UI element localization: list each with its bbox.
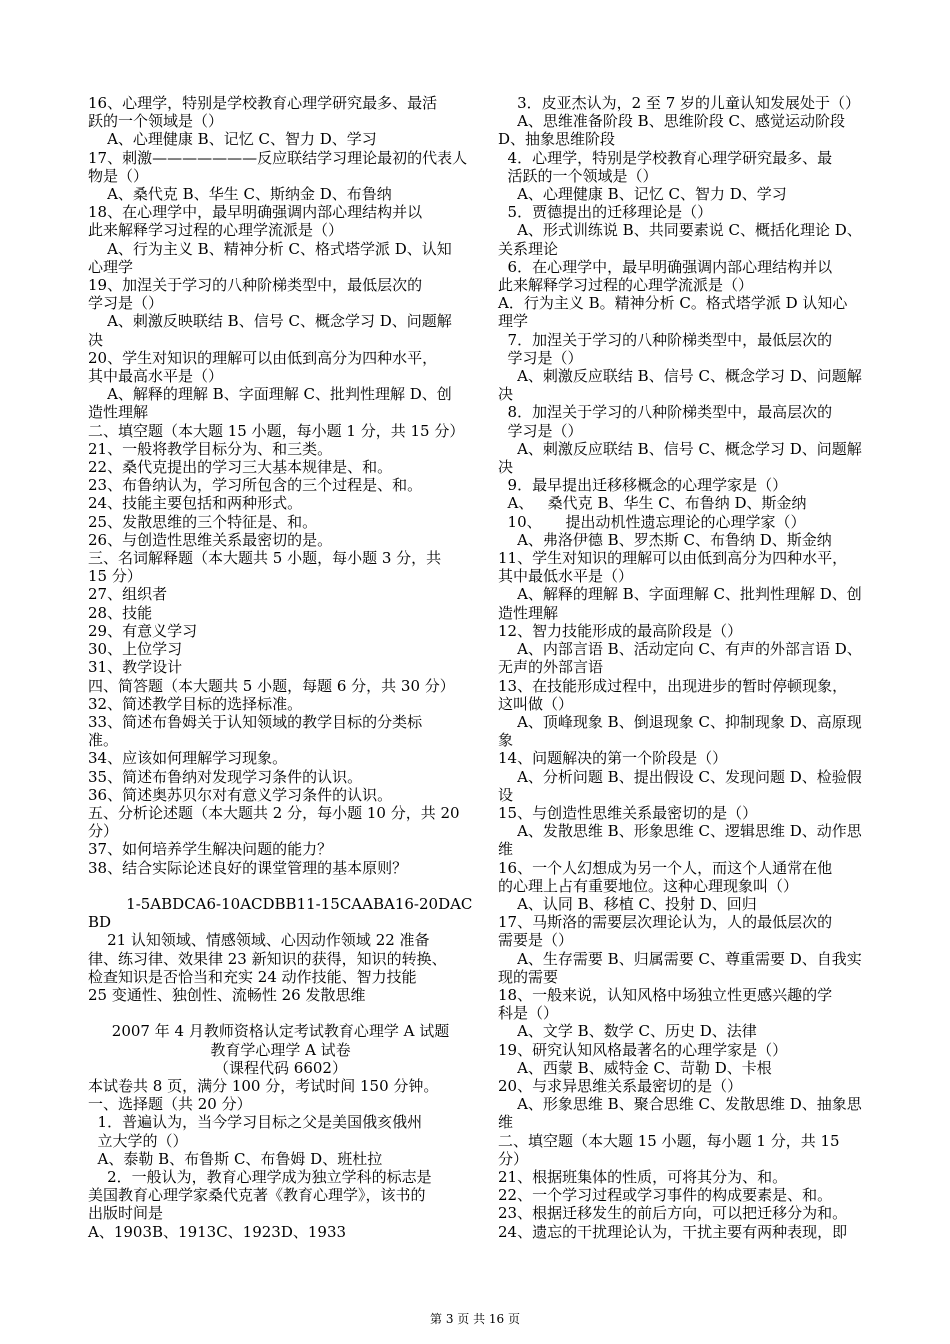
text-line [88, 1004, 473, 1022]
text-line: A、行为主义 B、精神分析 C、格式塔学派 D、认知 [88, 239, 452, 258]
text-line: 11、学生对知识的理解可以由低到高分为四种水平， [498, 549, 848, 568]
text-line: 19、加涅关于学习的八种阶梯类型中，最低层次的 [88, 276, 423, 295]
text-line: 物是（） [88, 166, 149, 185]
text-line: 造性理解 [88, 403, 149, 422]
text-line: 7．加涅关于学习的八种阶梯类型中，最低层次的 [498, 330, 833, 349]
text-line: A、发散思维 B、形象思维 C、逻辑思维 D、动作思 [498, 822, 862, 841]
text-line: 20、学生对知识的理解可以由低到高分为四种水平， [88, 348, 438, 367]
text-line: A、刺激反应联结 B、信号 C、概念学习 D、问题解 [498, 439, 862, 458]
text-line: 3．皮亚杰认为，2 至 7 岁的儿童认知发展处于（） [498, 94, 861, 112]
text-line: 27、组织者 [88, 585, 168, 604]
text-line: 26、与创造性思维关系最密切的是。 [88, 530, 333, 549]
text-line: 活跃的一个领域是（） [498, 166, 658, 185]
text-line: 10、 提出动机性遗忘理论的心理学家（） [498, 512, 806, 531]
text-line: 8．加涅关于学习的八种阶梯类型中，最高层次的 [498, 403, 833, 422]
text-line: 其中最低水平是（） [498, 567, 634, 586]
text-line: 17、刺激———————反应联结学习理论最初的代表人 [88, 148, 468, 167]
text-line: 的心理上占有重要地位。这种心理现象叫（） [498, 876, 799, 895]
text-line: 37、如何培养学生解决问题的能力？ [88, 840, 333, 859]
text-line: A、分析问题 B、提出假设 C、发现问题 D、检验假 [498, 767, 862, 786]
text-line: 2．一般认为，教育心理学成为独立学科的标志是 [88, 1167, 432, 1186]
text-line: 20、与求异思维关系最密切的是（） [498, 1076, 743, 1095]
text-line: 15 分） [88, 567, 142, 586]
text-line: A、解释的理解 B、字面理解 C、批判性理解 D、创 [498, 585, 862, 604]
text-line: A、内部言语 B、活动定向 C、有声的外部言语 D、 [498, 640, 862, 659]
text-line: 14、问题解决的第一个阶段是（） [498, 749, 728, 768]
text-line: 检查知识是否恰当和充实 24 动作技能、智力技能 [88, 967, 417, 986]
text-line: 4．心理学，特别是学校教育心理学研究最多、最 [498, 148, 833, 167]
text-line: 科是（） [498, 1004, 559, 1023]
text-line: A、思维准备阶段 B、思维阶段 C、感觉运动阶段 [498, 112, 845, 131]
text-line: A、形式训练说 B、共同要素说 C、概括化理论 D、 [498, 221, 862, 240]
text-line: 此来解释学习过程的心理学流派是（） [498, 276, 754, 295]
text-line: 二、填空题（本大题 15 小题，每小题 1 分，共 15 分） [498, 1131, 845, 1168]
text-line: 象 [498, 731, 514, 750]
text-line: A、桑代克 B、华生 C、斯纳金 D、布鲁纳 [88, 185, 392, 204]
text-line: A．行为主义 B。精神分析 C。格式塔学派 D 认知心 [498, 294, 848, 313]
text-line: 关系理论 [498, 239, 559, 258]
text-line: 2007 年 4 月教师资格认定考试教育心理学 A 试题 [111, 1022, 450, 1041]
text-line: 造性理解 [498, 603, 559, 622]
text-line: 二、填空题（本大题 15 小题，每小题 1 分，共 15 分） [88, 421, 465, 440]
left-text-column [88, 94, 473, 1241]
text-line: 16、心理学，特别是学校教育心理学研究最多、最活 [88, 94, 438, 112]
text-line: 18、一般来说，认知风格中场独立性更感兴趣的学 [498, 985, 833, 1004]
text-line: 1-5ABDCA6-10ACDBB11-15CAABA16-20DACBD [88, 894, 473, 932]
text-line: 16、一个人幻想成为另一个人，而这个人通常在他 [498, 858, 833, 877]
text-line: 理学 [498, 312, 529, 331]
text-line: 6．在心理学中，最早明确强调内部心理结构并以 [498, 257, 833, 276]
text-line: A、解释的理解 B、字面理解 C、批判性理解 D、创 [88, 385, 452, 404]
text-line: 这叫做（） [498, 694, 574, 713]
text-line: 1．普遍认为，当今学习目标之父是美国俄亥俄州 [88, 1113, 423, 1132]
text-line: 36、简述奥苏贝尔对有意义学习条件的认识。 [88, 785, 393, 804]
text-line: 25 变通性、独创性、流畅性 26 发散思维 [88, 985, 366, 1004]
text-line: A、心理健康 B、记忆 C、智力 D、学习 [498, 185, 787, 204]
text-line: 28、技能 [88, 603, 153, 622]
text-line: A、刺激反映联结 B、信号 C、概念学习 D、问题解 [88, 312, 452, 331]
text-line: 21 认知领域、情感领域、心因动作领域 22 准备 [88, 931, 430, 950]
text-line: 21、根据班集体的性质，可将其分为、和。 [498, 1167, 788, 1186]
text-line: 决 [88, 330, 104, 349]
text-line: 需要是（） [498, 931, 574, 950]
page-number-label: 第 3 页 共 16 页 [430, 1312, 520, 1326]
text-line: A、弗洛伊德 B、罗杰斯 C、布鲁纳 D、斯金纳 [498, 530, 832, 549]
text-line: A、生存需要 B、归属需要 C、尊重需要 D、自我实 [498, 949, 862, 968]
right-text-column [498, 94, 866, 1241]
text-line: （课程代码 6602） [214, 1058, 347, 1077]
text-line: 12、智力技能形成的最高阶段是（） [498, 621, 743, 640]
text-line: 19、研究认知风格最著名的心理学家是（） [498, 1040, 788, 1059]
text-line: A、顶峰现象 B、倒退现象 C、抑制现象 D、高原现 [498, 712, 862, 731]
text-line: 25、发散思维的三个特征是、和。 [88, 512, 318, 531]
text-line: 其中最高水平是（） [88, 367, 224, 386]
text-line: 34、应该如何理解学习现象。 [88, 749, 288, 768]
page-footer [0, 1312, 950, 1326]
text-line: 美国教育心理学家桑代克著《教育心理学》，该书的 [88, 1186, 426, 1205]
text-line: 38、结合实际论述良好的课堂管理的基本原则？ [88, 858, 408, 877]
text-line: 30、上位学习 [88, 640, 183, 659]
text-line: 五、分析论述题（本大题共 2 分，每小题 10 分，共 20 [88, 803, 460, 822]
text-line: D、抽象思维阶段 [498, 130, 616, 149]
text-line: 决 [498, 458, 514, 477]
text-line: 现的需要 [498, 967, 559, 986]
text-line: 维 [498, 840, 514, 859]
text-line: 24、遗忘的干扰理论认为，干扰主要有两种表现，即 [498, 1222, 848, 1241]
text-line: 9．最早提出迁移移概念的心理学家是（） [498, 476, 788, 495]
text-line: 18、在心理学中，最早明确强调内部心理结构并以 [88, 203, 423, 222]
text-line: 无声的外部言语 [498, 658, 604, 677]
text-line: 决 [498, 385, 514, 404]
text-line: 设 [498, 785, 514, 804]
text-line: 35、简述布鲁纳对发现学习条件的认识。 [88, 767, 363, 786]
text-line: 四、简答题（本大题共 5 小题，每题 6 分，共 30 分） [88, 676, 455, 695]
text-line: A、认同 B、移植 C、投射 D、回归 [498, 894, 757, 913]
text-line: 此来解释学习过程的心理学流派是（） [88, 221, 344, 240]
text-line: 学习是（） [498, 421, 583, 440]
text-line: A、1903B、1913C、1923D、1933 [88, 1222, 347, 1241]
text-line: 三、名词解释题（本大题共 5 小题，每小题 3 分，共 [88, 549, 442, 568]
text-line: 5．贾德提出的迁移理论是（） [498, 203, 713, 222]
text-line: A、西蒙 B、威特金 C、苛勒 D、卡根 [498, 1058, 772, 1077]
text-line: A、 桑代克 B、华生 C、布鲁纳 D、斯金纳 [498, 494, 807, 513]
text-line: A、心理健康 B、记忆 C、智力 D、学习 [88, 130, 377, 149]
text-line: 23、布鲁纳认为，学习所包含的三个过程是、和。 [88, 476, 423, 495]
text-line: 一、选择题（共 20 分） [88, 1095, 252, 1114]
text-line: 31、教学设计 [88, 658, 183, 677]
text-line: 出版时间是 [88, 1204, 164, 1223]
text-line: 律、练习律、效果律 23 新知识的获得，知识的转换、 [88, 949, 447, 968]
text-line: 13、在技能形成过程中，出现进步的暂时停顿现象， [498, 676, 848, 695]
text-line: 维 [498, 1113, 514, 1132]
text-line: A、形象思维 B、聚合思维 C、发散思维 D、抽象思 [498, 1095, 862, 1114]
text-line: A、文学 B、数学 C、历史 D、法律 [498, 1022, 757, 1041]
text-line: 21、一般将教学目标分为、和三类。 [88, 439, 333, 458]
text-line: 分） [88, 822, 119, 841]
text-line: 学习是（） [88, 294, 164, 313]
text-line: 心理学 [88, 257, 134, 276]
text-line: 22、桑代克提出的学习三大基本规律是、和。 [88, 458, 393, 477]
text-line: 本试卷共 8 页，满分 100 分，考试时间 150 分钟。 [88, 1076, 439, 1095]
text-line [88, 877, 473, 895]
text-line: A、泰勒 B、布鲁斯 C、布鲁姆 D、班杜拉 [88, 1149, 383, 1168]
text-line: 立大学的（） [88, 1131, 188, 1150]
text-line: 准。 [88, 731, 119, 750]
text-line: A、刺激反应联结 B、信号 C、概念学习 D、问题解 [498, 367, 862, 386]
text-line: 22、一个学习过程或学习事件的构成要素是、和。 [498, 1186, 833, 1205]
text-line: 33、简述布鲁姆关于认知领域的教学目标的分类标 [88, 712, 423, 731]
text-line: 学习是（） [498, 348, 583, 367]
text-line: 32、简述教学目标的选择标准。 [88, 694, 303, 713]
text-line: 24、技能主要包括和两种形式。 [88, 494, 303, 513]
text-line: 29、有意义学习 [88, 621, 198, 640]
text-line: 23、根据迁移发生的前后方向，可以把迁移分为和。 [498, 1204, 848, 1223]
text-line: 教育学心理学 A 试卷 [210, 1040, 351, 1059]
text-line: 17、马斯洛的需要层次理论认为，人的最低层次的 [498, 913, 833, 932]
text-line: 15、与创造性思维关系最密切的是（） [498, 803, 758, 822]
text-line: 跃的一个领域是（） [88, 112, 224, 131]
